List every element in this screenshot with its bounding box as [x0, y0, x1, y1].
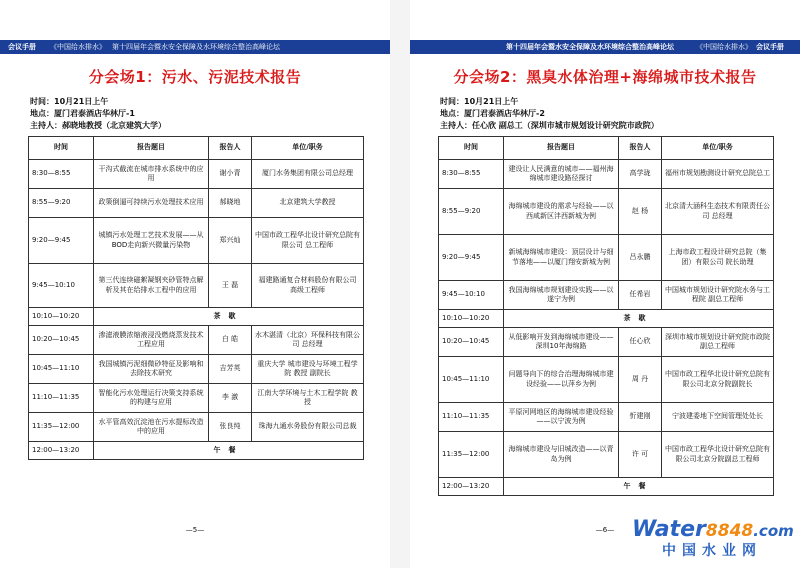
- header-tag: 会议手册: [756, 43, 784, 51]
- session-time: 时间：10月21日上午: [30, 97, 109, 106]
- session-host: 主持人：任心欣 副总工（深圳市城市规划设计研究院市政院）: [440, 121, 659, 130]
- col-unit: 单位/职务: [252, 137, 364, 160]
- col-speaker: 报告人: [209, 137, 252, 160]
- header-forum: 第十四届年会暨水安全保障及水环境综合整治高峰论坛: [506, 43, 674, 51]
- cell-topic: 海绵城市建设的需求与经验——以西咸新区沣西新城为例: [504, 189, 619, 235]
- cell-time: 8:30—8:55: [29, 160, 94, 189]
- col-unit: 单位/职务: [662, 137, 774, 160]
- cell-unit: 中国市政工程华北设计研究总院有限公司 总工程师: [252, 218, 364, 264]
- cell-time: 9:20—9:45: [439, 235, 504, 281]
- cell-topic: 智能化污水处理运行决策支持系统的构建与应用: [94, 384, 209, 413]
- table-row: [29, 355, 364, 384]
- cell-unit: 中国市政工程华北设计研究总院有限公司北京分院副总工程师: [662, 432, 774, 478]
- cell-unit: 上海市政工程设计研究总院（集团）有限公司 院长助理: [662, 235, 774, 281]
- cell-time: 8:55—9:20: [29, 189, 94, 218]
- table-row: [439, 235, 774, 281]
- table-row: [29, 413, 364, 442]
- session-time: 时间：10月21日上午: [440, 97, 519, 106]
- cell-unit: 福州市规划勘测设计研究总院总工: [662, 160, 774, 189]
- cell-time: 10:10—10:20: [439, 310, 504, 328]
- cell-topic: 水平管高效沉淀池在污水提标改造中的应用: [94, 413, 209, 442]
- cell-unit: 北京清大涵科生态技术有限责任公司 总经理: [662, 189, 774, 235]
- session-venue: 地点：厦门君泰酒店华林厅-1: [30, 109, 135, 118]
- cell-speaker: 高学珑: [619, 160, 662, 189]
- cell-speaker: 谢小青: [209, 160, 252, 189]
- cell-time: 12:00—13:20: [29, 442, 94, 460]
- cell-time: 11:35—12:00: [29, 413, 94, 442]
- col-speaker: 报告人: [619, 137, 662, 160]
- cell-time: 8:30—8:55: [439, 160, 504, 189]
- cell-topic: 新城海绵城市建设：顶层设计与细节落地——以厦门翔安新城为例: [504, 235, 619, 281]
- cell-speaker: 吕永鹏: [619, 235, 662, 281]
- table-row: [439, 403, 774, 432]
- cell-unit: 福建路通复合材料股份有限公司 高级工程师: [252, 264, 364, 308]
- table-row: [29, 189, 364, 218]
- page-left: [0, 0, 390, 568]
- cell-speaker: 许 可: [619, 432, 662, 478]
- header-bar: [410, 40, 800, 54]
- break-row: [29, 308, 364, 326]
- table-row: [29, 326, 364, 355]
- cell-topic: 渗滤液膜浓缩液浸没燃烧蒸发技术工程应用: [94, 326, 209, 355]
- table-row: [29, 160, 364, 189]
- session-venue: 地点：厦门君泰酒店华林厅-2: [440, 109, 545, 118]
- page-gutter: [390, 0, 410, 568]
- cell-topic: 干沟式截流在城市排水系统中的应用: [94, 160, 209, 189]
- cell-unit: 中国市政工程华北设计研究总院有限公司北京分院副院长: [662, 357, 774, 403]
- cell-unit: 深圳市城市规划设计研究院市政院 副总工程师: [662, 328, 774, 357]
- col-topic: 报告题目: [504, 137, 619, 160]
- table-row: [29, 264, 364, 308]
- cell-unit: 珠海九通水务股份有限公司总裁: [252, 413, 364, 442]
- break-row: [439, 478, 774, 496]
- header-journal: 《中国给水排水》: [696, 43, 752, 51]
- cell-time: 11:10—11:35: [29, 384, 94, 413]
- schedule-table: [28, 136, 364, 460]
- schedule-table: [438, 136, 774, 496]
- watermark-logo: [632, 517, 792, 560]
- cell-time: 9:45—10:10: [439, 281, 504, 310]
- cell-speaker: 周 丹: [619, 357, 662, 403]
- break-row: [439, 310, 774, 328]
- cell-break: 茶歇: [504, 310, 774, 328]
- cell-topic: 建设让人民满意的城市——福州海绵城市建设路径探讨: [504, 160, 619, 189]
- cell-time: 10:20—10:45: [439, 328, 504, 357]
- cell-unit: 宁波建委地下空间管理处处长: [662, 403, 774, 432]
- cell-unit: 中国城市规划设计研究院水务与工程院 副总工程师: [662, 281, 774, 310]
- cell-topic: 海绵城市建设与旧城改造——以青岛为例: [504, 432, 619, 478]
- cell-break: 茶歇: [94, 308, 364, 326]
- cell-time: 9:45—10:10: [29, 264, 94, 308]
- cell-topic: 我国海绵城市规划建设实践——以遂宁为例: [504, 281, 619, 310]
- table-row: [29, 218, 364, 264]
- cell-topic: 城镇污水处理工艺技术发展——从BOD走向新兴微量污染物: [94, 218, 209, 264]
- table-row: [439, 432, 774, 478]
- cell-time: 8:55—9:20: [439, 189, 504, 235]
- header-forum: 第十四届年会暨水安全保障及水环境综合整治高峰论坛: [112, 43, 280, 51]
- col-topic: 报告题目: [94, 137, 209, 160]
- col-time: 时间: [29, 137, 94, 160]
- cell-topic: 第三代连续磁絮凝钢夹砂管特点解析及其在给排水工程中的应用: [94, 264, 209, 308]
- watermark-chinese: 中国水业网: [662, 543, 762, 559]
- cell-speaker: 王 磊: [209, 264, 252, 308]
- cell-time: 10:20—10:45: [29, 326, 94, 355]
- page-right: [410, 0, 800, 568]
- cell-time: 11:35—12:00: [439, 432, 504, 478]
- header-journal: 《中国给水排水》: [50, 43, 106, 51]
- cell-speaker: 吉芳英: [209, 355, 252, 384]
- cell-speaker: 郑兴灿: [209, 218, 252, 264]
- cell-speaker: 任心欣: [619, 328, 662, 357]
- table-header-row: [439, 137, 774, 160]
- break-row: [29, 442, 364, 460]
- cell-break: 午餐: [504, 478, 774, 496]
- table-row: [439, 328, 774, 357]
- cell-topic: 从低影响开发到海绵城市建设——深圳10年海绵路: [504, 328, 619, 357]
- table-row: [439, 189, 774, 235]
- col-time: 时间: [439, 137, 504, 160]
- cell-speaker: 赵 杨: [619, 189, 662, 235]
- cell-speaker: 张良纯: [209, 413, 252, 442]
- cell-topic: 平原河网地区的海绵城市建设经验——以宁波为例: [504, 403, 619, 432]
- page-number: —5—: [185, 526, 205, 534]
- cell-time: 9:20—9:45: [29, 218, 94, 264]
- cell-speaker: 任希岩: [619, 281, 662, 310]
- session-title: 分会场1：污水、污泥技术报告: [88, 68, 302, 86]
- cell-unit: 水木湛清（北京）环保科技有限公司 总经理: [252, 326, 364, 355]
- table-row: [439, 281, 774, 310]
- cell-time: 11:10—11:35: [439, 403, 504, 432]
- cell-time: 10:10—10:20: [29, 308, 94, 326]
- cell-unit: 江南大学环境与土木工程学院 教授: [252, 384, 364, 413]
- cell-time: 10:45—11:10: [29, 355, 94, 384]
- cell-speaker: 郝晓地: [209, 189, 252, 218]
- cell-speaker: 忻建刚: [619, 403, 662, 432]
- page-number: —6—: [595, 526, 615, 534]
- session-title: 分会场2：黑臭水体治理+海绵城市技术报告: [453, 68, 757, 86]
- cell-time: 12:00—13:20: [439, 478, 504, 496]
- cell-time: 10:45—11:10: [439, 357, 504, 403]
- header-tag: 会议手册: [8, 43, 36, 51]
- table-row: [439, 160, 774, 189]
- cell-speaker: 李 激: [209, 384, 252, 413]
- cell-unit: 北京建筑大学教授: [252, 189, 364, 218]
- table-row: [29, 384, 364, 413]
- watermark-brand: Water8848.com: [632, 517, 794, 542]
- table-row: [439, 357, 774, 403]
- cell-speaker: 白 皓: [209, 326, 252, 355]
- cell-topic: 问题导向下的综合治理海绵城市建设经验——以萍乡为例: [504, 357, 619, 403]
- session-host: 主持人：郝晓地教授（北京建筑大学）: [30, 121, 166, 130]
- header-bar: [0, 40, 390, 54]
- table-header-row: [29, 137, 364, 160]
- cell-break: 午餐: [94, 442, 364, 460]
- cell-topic: 政策倒逼可持续污水处理技术应用: [94, 189, 209, 218]
- cell-topic: 我国城镇污泥细微砂特征及影响和去除技术研究: [94, 355, 209, 384]
- cell-unit: 厦门水务集团有限公司总经理: [252, 160, 364, 189]
- cell-unit: 重庆大学 城市建设与环境工程学院 教授 副院长: [252, 355, 364, 384]
